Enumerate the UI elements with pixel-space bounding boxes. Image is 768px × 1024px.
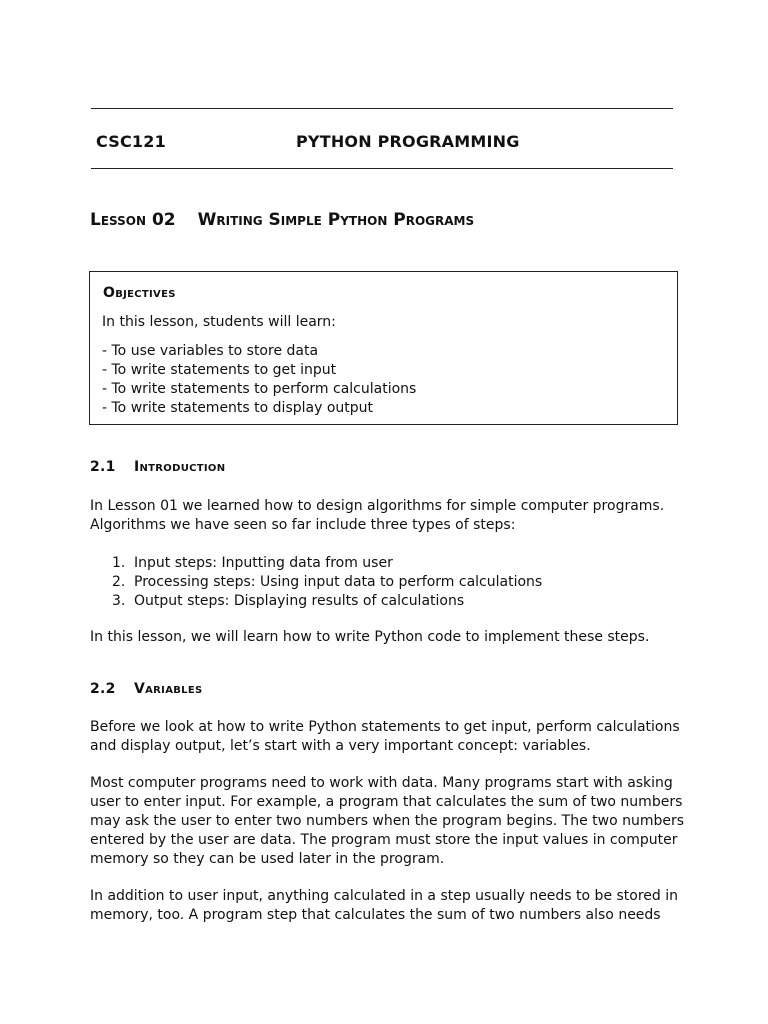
section-number: 2.1 [90, 459, 116, 475]
list-item-text: Output steps: Displaying results of calculations [134, 593, 465, 609]
section-heading-introduction [90, 459, 225, 475]
list-item [112, 554, 542, 573]
objectives-box [89, 271, 678, 425]
text-line: may ask the user to enter two numbers when the program begins. The two numbers [90, 813, 685, 829]
text-line: In Lesson 01 we learned how to design algorithms for simple computer programs. [90, 498, 665, 514]
text-line: memory, too. A program step that calculates the sum of two numbers also needs [90, 907, 661, 923]
section-title: Variables [134, 681, 203, 697]
lesson-title: Writing Simple Python Programs [197, 210, 475, 230]
list-item-number: 3. [112, 593, 126, 609]
list-item-number: 1. [112, 555, 126, 571]
step-types-list [112, 554, 542, 611]
objective-item: - To write statements to display output [102, 400, 374, 416]
header-bottom-rule [91, 168, 673, 169]
intro-paragraph-1 [90, 497, 690, 535]
objectives-intro: In this lesson, students will learn: [102, 314, 336, 330]
section-heading-variables [90, 681, 202, 697]
objective-item: - To write statements to get input [102, 362, 337, 378]
text-line: memory so they can be used later in the program. [90, 851, 445, 867]
objectives-title: Objectives [103, 285, 176, 301]
text-line: entered by the user are data. The program must store the input values in computer [90, 832, 678, 848]
objective-item: - To write statements to perform calculations [102, 381, 417, 397]
text-line: user to enter input. For example, a program that calculates the sum of two numbers [90, 794, 683, 810]
variables-paragraph-2 [90, 774, 690, 869]
text-line: Before we look at how to write Python statements to get input, perform calculations [90, 719, 680, 735]
text-line: In addition to user input, anything calculated in a step usually needs to be stored in [90, 888, 679, 904]
section-number: 2.2 [90, 681, 116, 697]
course-code: CSC121 [96, 132, 166, 151]
variables-paragraph-3 [90, 887, 690, 925]
lesson-number: Lesson 02 [90, 210, 176, 230]
lesson-heading [90, 210, 474, 230]
text-line: Most computer programs need to work with data. Many programs start with asking [90, 775, 673, 791]
list-item-text: Input steps: Inputting data from user [134, 555, 393, 571]
text-line: Algorithms we have seen so far include three types of steps: [90, 517, 516, 533]
list-item-number: 2. [112, 574, 126, 590]
section-title: Introduction [134, 459, 226, 475]
header-top-rule [91, 108, 673, 109]
list-item-text: Processing steps: Using input data to perform calculations [134, 574, 543, 590]
list-item [112, 592, 542, 611]
text-line: and display output, let’s start with a very important concept: variables. [90, 738, 591, 754]
objectives-list [102, 342, 416, 418]
course-title: PYTHON PROGRAMMING [296, 132, 520, 151]
list-item [112, 573, 542, 592]
variables-paragraph-1 [90, 718, 690, 756]
objective-item: - To use variables to store data [102, 343, 319, 359]
intro-paragraph-2: In this lesson, we will learn how to write Python code to implement these steps. [90, 629, 650, 645]
